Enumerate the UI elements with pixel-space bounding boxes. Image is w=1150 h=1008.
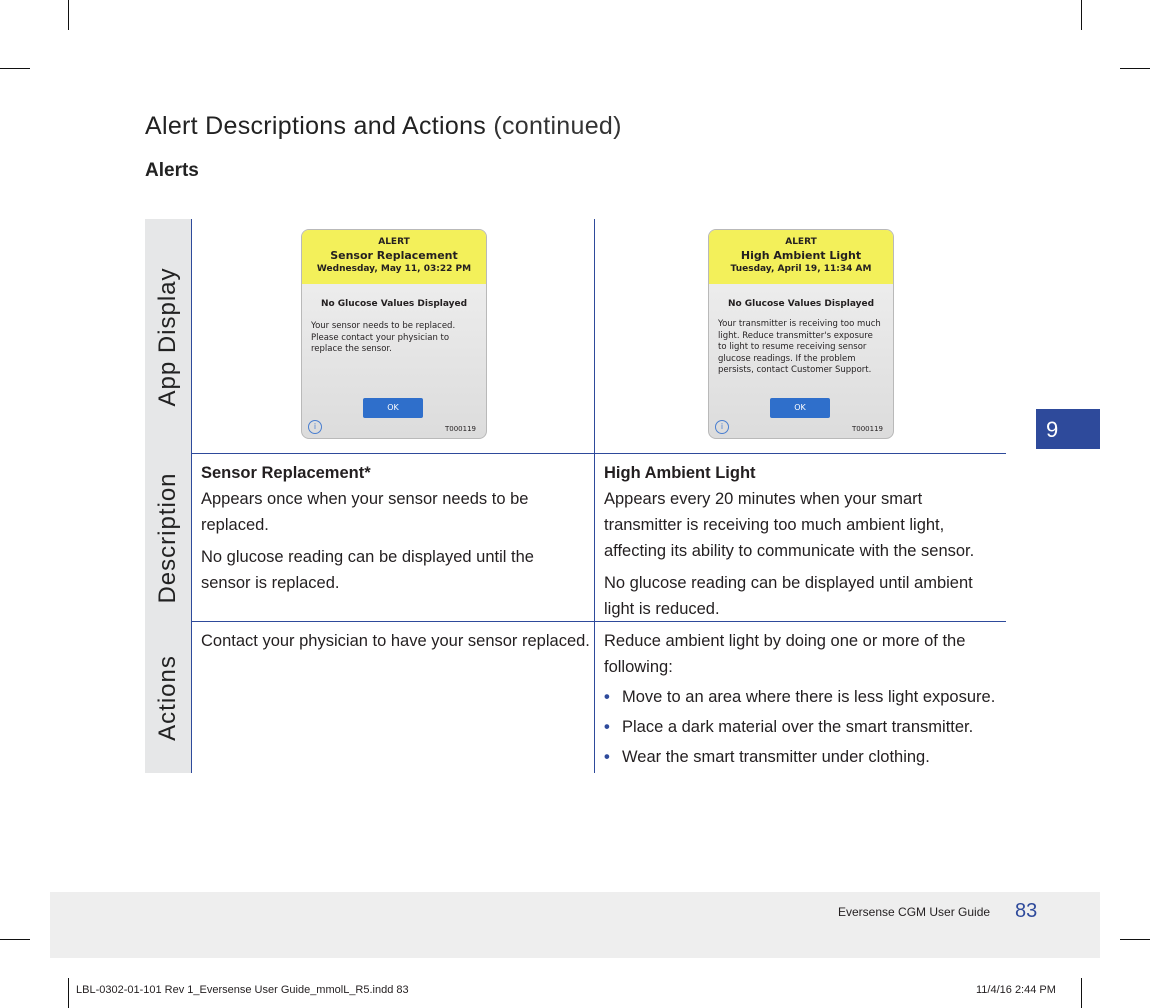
alert-title: Sensor Replacement <box>330 249 458 262</box>
ok-button[interactable]: OK <box>363 398 423 418</box>
description-cell-high-ambient-light <box>604 460 999 622</box>
alert-label: ALERT <box>785 237 817 247</box>
crop-mark <box>1081 978 1082 1008</box>
actions-cell-high-ambient-light <box>604 628 999 770</box>
chapter-number: 9 <box>1046 417 1059 442</box>
action-text: Reduce ambient light by doing one or more of the following: <box>604 632 966 676</box>
crop-mark <box>1081 0 1082 30</box>
description-text: No glucose reading can be displayed until the sensor is replaced. <box>201 548 534 592</box>
crop-mark <box>1120 68 1150 69</box>
print-slug-date: 11/4/16 2:44 PM <box>976 984 1056 996</box>
crop-mark <box>0 939 30 940</box>
alert-status: No Glucose Values Displayed <box>727 299 875 309</box>
alert-code: T000119 <box>445 425 476 433</box>
action-bullet <box>604 684 999 710</box>
row-label-actions <box>145 622 191 773</box>
app-alert-screen-high-ambient-light <box>708 229 894 439</box>
title-suffix: (continued) <box>493 112 622 140</box>
bullet-icon: • <box>604 748 610 766</box>
info-icon[interactable]: i <box>308 420 322 434</box>
page-title <box>145 112 622 141</box>
table-divider <box>191 219 192 773</box>
description-cell-sensor-replacement <box>201 460 581 596</box>
print-slug-file: LBL-0302-01-101 Rev 1_Eversense User Guide_mmolL_R5.indd 83 <box>76 984 409 996</box>
table-divider <box>191 453 1006 454</box>
action-bullet-text: Move to an area where there is less light exposure. <box>622 688 996 706</box>
alert-datetime: Tuesday, April 19, 11:34 AM <box>730 264 872 274</box>
alert-label: ALERT <box>378 237 410 247</box>
alert-status: No Glucose Values Displayed <box>320 299 468 309</box>
section-subtitle: Alerts <box>145 160 199 181</box>
crop-mark <box>68 978 69 1008</box>
crop-mark <box>1120 939 1150 940</box>
actions-cell-sensor-replacement <box>201 628 591 654</box>
alert-title: High Ambient Light <box>740 249 862 262</box>
row-label-app-display <box>145 219 191 454</box>
description-title: Sensor Replacement* <box>201 464 371 482</box>
crop-mark <box>68 0 69 30</box>
app-alert-screen-sensor-replacement <box>301 229 487 439</box>
row-label-description <box>145 454 191 622</box>
alert-header <box>709 230 893 284</box>
bullet-icon: • <box>604 688 610 706</box>
alert-message: Your sensor needs to be replaced. Please contact your physician to replace the sensor. <box>311 321 456 354</box>
ok-button[interactable]: OK <box>770 398 830 418</box>
action-bullet <box>604 744 999 770</box>
chapter-tab <box>1036 409 1100 449</box>
description-text: No glucose reading can be displayed until ambient light is reduced. <box>604 574 973 618</box>
table-divider <box>594 219 595 773</box>
alert-datetime: Wednesday, May 11, 03:22 PM <box>316 264 472 274</box>
row-label-text: Description <box>154 472 181 604</box>
row-label-text: App Display <box>154 266 181 407</box>
title-main: Alert Descriptions and Actions <box>145 112 487 140</box>
page-number: 83 <box>1015 900 1038 922</box>
bullet-icon: • <box>604 718 610 736</box>
page-footer <box>50 892 1100 958</box>
description-title: High Ambient Light <box>604 464 756 482</box>
crop-mark <box>0 68 30 69</box>
description-text: Appears every 20 minutes when your smart transmitter is receiving too much ambient light, affecting its ability to communicate with the sensor. <box>604 490 975 560</box>
alert-message: Your transmitter is receiving too much light. Reduce transmitter's exposure to light to resume receiving sensor glucose readings. If the problem persists, contact Customer Support. <box>718 319 881 375</box>
action-bullet-text: Place a dark material over the smart transmitter. <box>622 718 974 736</box>
description-text: Appears once when your sensor needs to be replaced. <box>201 490 529 534</box>
action-text: Contact your physician to have your sensor replaced. <box>201 632 590 650</box>
alert-code: T000119 <box>852 425 883 433</box>
alert-header <box>302 230 486 284</box>
row-label-text: Actions <box>154 654 181 741</box>
info-icon[interactable]: i <box>715 420 729 434</box>
footer-guide-title: Eversense CGM User Guide <box>838 905 991 919</box>
action-bullet-text: Wear the smart transmitter under clothing. <box>622 748 930 766</box>
action-bullet <box>604 714 999 740</box>
